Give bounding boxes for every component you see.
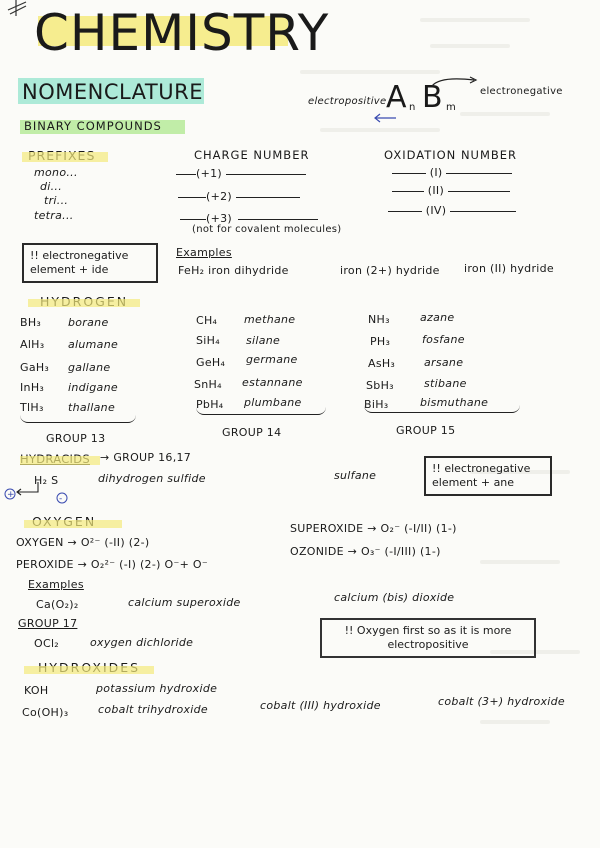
hydride-formula: NH₃: [368, 313, 390, 326]
ane-rule-box: !! electronegative element + ane: [424, 456, 552, 496]
group13-bracket: [20, 414, 136, 423]
corner-hash-icon: [4, 0, 28, 20]
prefix-mono: mono...: [34, 166, 78, 179]
oxidation-row-2: (II): [392, 184, 510, 197]
group14-bracket: [196, 406, 326, 415]
hydride-formula: InH₃: [20, 381, 45, 394]
charge-row-1: (+1): [176, 167, 306, 180]
group13-label: GROUP 13: [46, 432, 106, 445]
svg-text:-: -: [59, 494, 63, 504]
group17-label: GROUP 17: [18, 617, 78, 630]
hydride-name: germane: [246, 353, 298, 366]
hydride-formula: AlH₃: [20, 338, 45, 351]
charge-arrow-icon: [2, 484, 72, 508]
oxygen-line: OXYGEN → O²⁻ (-II) (2-): [16, 536, 150, 549]
charge-number-heading: CHARGE NUMBER: [194, 148, 310, 162]
hydride-name: plumbane: [244, 396, 302, 409]
oxygen-rule-box: !! Oxygen first so as it is more electropositive: [320, 618, 536, 658]
hydride-formula: GaH₃: [20, 361, 50, 374]
prefix-tetra: tetra...: [34, 209, 74, 222]
hydride-formula: CH₄: [196, 314, 218, 327]
group15-label: GROUP 15: [396, 424, 456, 437]
formula-m: m: [446, 102, 456, 113]
hydride-formula: PH₃: [370, 335, 391, 348]
oxygen-example-2-name: oxygen dichloride: [90, 636, 194, 649]
oxidation-row-3: (IV): [388, 204, 516, 217]
hydride-formula: BH₃: [20, 316, 42, 329]
examples-label: Examples: [176, 246, 232, 259]
hydracids-groups: → GROUP 16,17: [100, 451, 192, 464]
charge-row-3: (+3): [180, 212, 318, 225]
group15-bracket: [364, 404, 520, 413]
electropositive-label: electropositive: [308, 96, 387, 107]
hydride-formula: BiH₃: [364, 398, 389, 411]
hydride-name: estannane: [242, 376, 303, 389]
hydride-name: bismuthane: [420, 396, 489, 409]
charge-note: (not for covalent molecules): [192, 224, 342, 235]
oxygen-examples-label: Examples: [28, 578, 84, 591]
hydracids-highlight: [20, 456, 100, 465]
ide-rule-box: !! electronegative element + ide: [22, 243, 158, 283]
hydride-formula: SiH₄: [196, 334, 220, 347]
koh-name: potassium hydroxide: [96, 682, 218, 695]
nomenclature-heading: NOMENCLATURE: [22, 80, 203, 104]
hydride-name: thallane: [68, 401, 116, 414]
cobalt-formula: Co(OH)₃: [22, 706, 69, 719]
hydride-formula: TlH₃: [20, 401, 44, 414]
group14-label: GROUP 14: [222, 426, 282, 439]
koh-formula: KOH: [24, 684, 49, 697]
hydride-name: azane: [420, 311, 455, 324]
page-title: CHEMISTRY: [34, 4, 330, 62]
cobalt-name-1: cobalt trihydroxide: [98, 703, 208, 716]
hydride-name: arsane: [424, 356, 464, 369]
hydride-name: fosfane: [422, 333, 465, 346]
hydride-name: methane: [244, 313, 296, 326]
formula-n: n: [409, 102, 416, 113]
binary-compounds-label: BINARY COMPOUNDS: [24, 119, 162, 133]
oxygen-example-1-alt: calcium (bis) dioxide: [334, 591, 455, 604]
example-3: iron (II) hydride: [464, 262, 554, 275]
oxygen-highlight: [24, 520, 122, 528]
oxygen-example-1-name: calcium superoxide: [128, 596, 241, 609]
hydrogen-highlight: [28, 299, 140, 307]
oxidation-row-1: (I): [392, 166, 512, 179]
hydroxides-highlight: [24, 666, 154, 674]
cobalt-name-2: cobalt (III) hydroxide: [260, 699, 381, 712]
hydride-name: silane: [246, 334, 281, 347]
hydride-name: gallane: [68, 361, 111, 374]
hydride-formula: AsH₃: [368, 357, 396, 370]
oxygen-example-2-formula: OCl₂: [34, 637, 60, 650]
hydride-formula: GeH₄: [196, 356, 226, 369]
electronegative-label: electronegative: [480, 86, 563, 97]
hydride-name: stibane: [424, 377, 467, 390]
formula-b: B: [422, 80, 443, 115]
hydracid-name: dihydrogen sulfide: [98, 472, 206, 485]
ozonide-line: OZONIDE → O₃⁻ (-I/III) (1-): [290, 545, 441, 558]
hydride-formula: SbH₃: [366, 379, 394, 392]
svg-text:+: +: [7, 490, 15, 500]
arrow-to-electropositive-icon: [372, 112, 402, 126]
hydride-formula: PbH₄: [196, 398, 224, 411]
cobalt-name-3: cobalt (3+) hydroxide: [438, 695, 565, 708]
hydride-name: alumane: [68, 338, 119, 351]
hydride-formula: SnH₄: [194, 378, 222, 391]
formula-a: A: [386, 80, 407, 115]
hydracid-formula: H₂ S: [34, 474, 59, 487]
hydride-name: indigane: [68, 381, 118, 394]
oxygen-example-1-formula: Ca(O₂)₂: [36, 598, 79, 611]
hydracid-alt-name: sulfane: [334, 469, 377, 482]
prefixes-highlight: [22, 152, 108, 162]
peroxide-line: PEROXIDE → O₂²⁻ (-I) (2-) O⁻+ O⁻: [16, 558, 208, 571]
prefix-di: di...: [40, 180, 63, 193]
arrow-to-electronegative-icon: [430, 72, 480, 92]
charge-row-2: (+2): [178, 190, 300, 203]
hydride-name: borane: [68, 316, 109, 329]
prefix-tri: tri...: [44, 194, 69, 207]
example-2: iron (2+) hydride: [340, 264, 440, 277]
superoxide-line: SUPEROXIDE → O₂⁻ (-I/II) (1-): [290, 522, 457, 535]
example-1: FeH₂ iron dihydride: [178, 264, 289, 277]
oxidation-number-heading: OXIDATION NUMBER: [384, 148, 518, 162]
